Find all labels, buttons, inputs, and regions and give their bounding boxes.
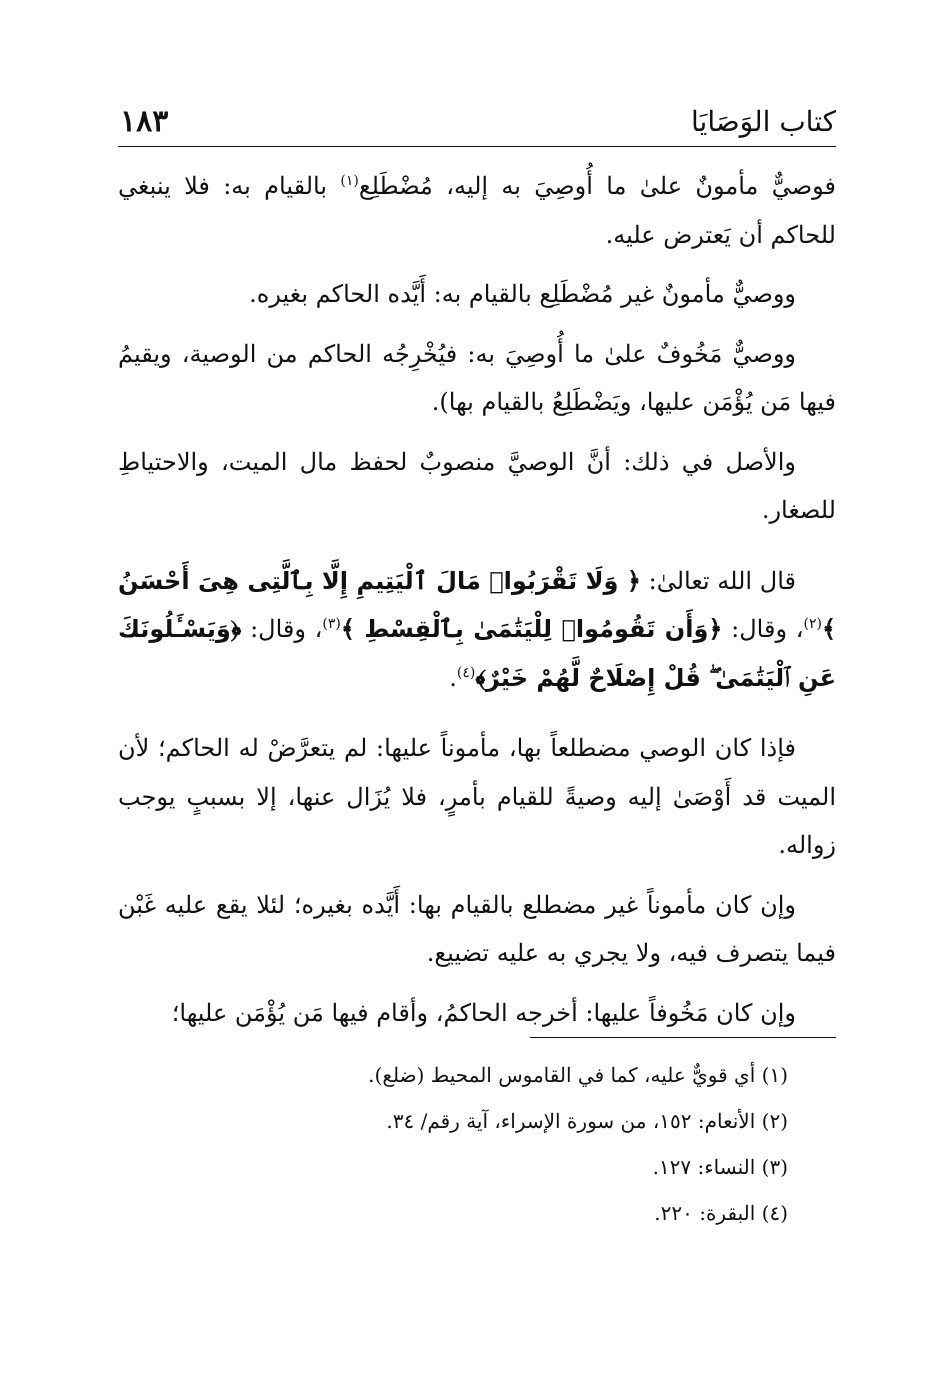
footnote-ref-3: (٣) <box>322 616 341 632</box>
footnote-4: (٤) البقرة: ٢٢٠. <box>654 1201 788 1225</box>
footnotes <box>118 1052 836 1236</box>
chapter-title: كتاب الوَصَايَا <box>691 105 836 138</box>
paragraph-1-text-a: فوصيٌّ مأمونٌ علىٰ ما أُوصِيَ به إليه، مُضْطَلِع <box>358 172 836 200</box>
running-header <box>118 100 836 147</box>
quote-connector-1: ، وقال: <box>722 615 804 643</box>
paragraph-8: وإن كان مَخُوفاً عليها: أخرجه الحاكمُ، وأقام فيها مَن يُؤْمَن عليها؛ <box>171 998 796 1027</box>
paragraph-6: فإذا كان الوصي مضطلعاً بها، مأموناً عليها: لم يتعرَّضْ له الحاكم؛ لأن الميت قد أَوْصَىٰ إليه وصيةً للقيام بأمرٍ، فلا يُزَال عنها، إلا بسببٍ يوجب زواله. <box>118 734 836 859</box>
quran-verse-1: ﴿ وَلَا تَقْرَبُوا۟ مَالَ ٱلْيَتِيمِ إِلَّا بِٱلَّتِى هِىَ أَحْسَنُ ﴾ <box>118 566 836 643</box>
paragraph-7: وإن كان مأموناً غير مضطلع بالقيام بها: أَيَّده بغيره؛ لئلا يقع عليه غَبْن فيما يتصرف فيه، ولا يجري به عليه تضييع. <box>118 890 836 967</box>
paragraph-1 <box>118 162 836 259</box>
footnote-divider <box>530 1037 836 1038</box>
footnote-ref-4: (٤) <box>456 664 476 681</box>
main-text <box>118 162 836 1048</box>
page-number: ١٨٣ <box>120 104 169 139</box>
quote-intro: قال الله تعالىٰ: <box>640 566 797 595</box>
paragraph-3: ووصيٌّ مَخُوفٌ علىٰ ما أُوصِيَ به: فيُخْرِجُه الحاكم من الوصية، ويقيمُ فيها مَن يُؤْمَن عليها، ويَضْطَلِعُ بالقيام بها). <box>118 339 836 416</box>
quote-connector-2: ، وقال: <box>241 615 323 643</box>
footnote-3: (٣) النساء: ١٢٧. <box>652 1155 788 1179</box>
footnote-ref-1: (١) <box>340 173 359 189</box>
quote-end: . <box>449 663 457 692</box>
quran-verse-2: ﴿وَأَن تَقُومُوا۟ لِلْيَتَٰمَىٰ بِٱلْقِسْطِ ﴾ <box>340 615 723 643</box>
paragraph-2: ووصيٌّ مأمونٌ غير مُضْطَلِع بالقيام به: أَيَّده الحاكم بغيره. <box>249 280 796 308</box>
quran-verse-3: ﴿وَيَسْـَٔلُونَكَ عَنِ ٱلْيَتَٰمَىٰ ۖ قُلْ إِصْلَاحٌ لَّهُمْ خَيْرٌ﴾ <box>118 615 836 692</box>
paragraph-5-quran-quotes <box>118 557 836 703</box>
paragraph-4: والأصل في ذلك: أنَّ الوصيَّ منصوبٌ لحفظ مال الميت، والاحتياطِ للصغار. <box>118 447 836 524</box>
footnote-2: (٢) الأنعام: ١٥٢، من سورة الإسراء، آية رقم/ ٣٤. <box>386 1109 788 1133</box>
footnote-1: (١) أي قويٌّ عليه، كما في القاموس المحيط (ضلع). <box>368 1063 788 1087</box>
footnote-ref-2: (٢) <box>803 616 822 632</box>
paragraph-1-text-b: بالقيام به: فلا ينبغي للحاكم أن يَعترض عليه. <box>118 172 836 249</box>
